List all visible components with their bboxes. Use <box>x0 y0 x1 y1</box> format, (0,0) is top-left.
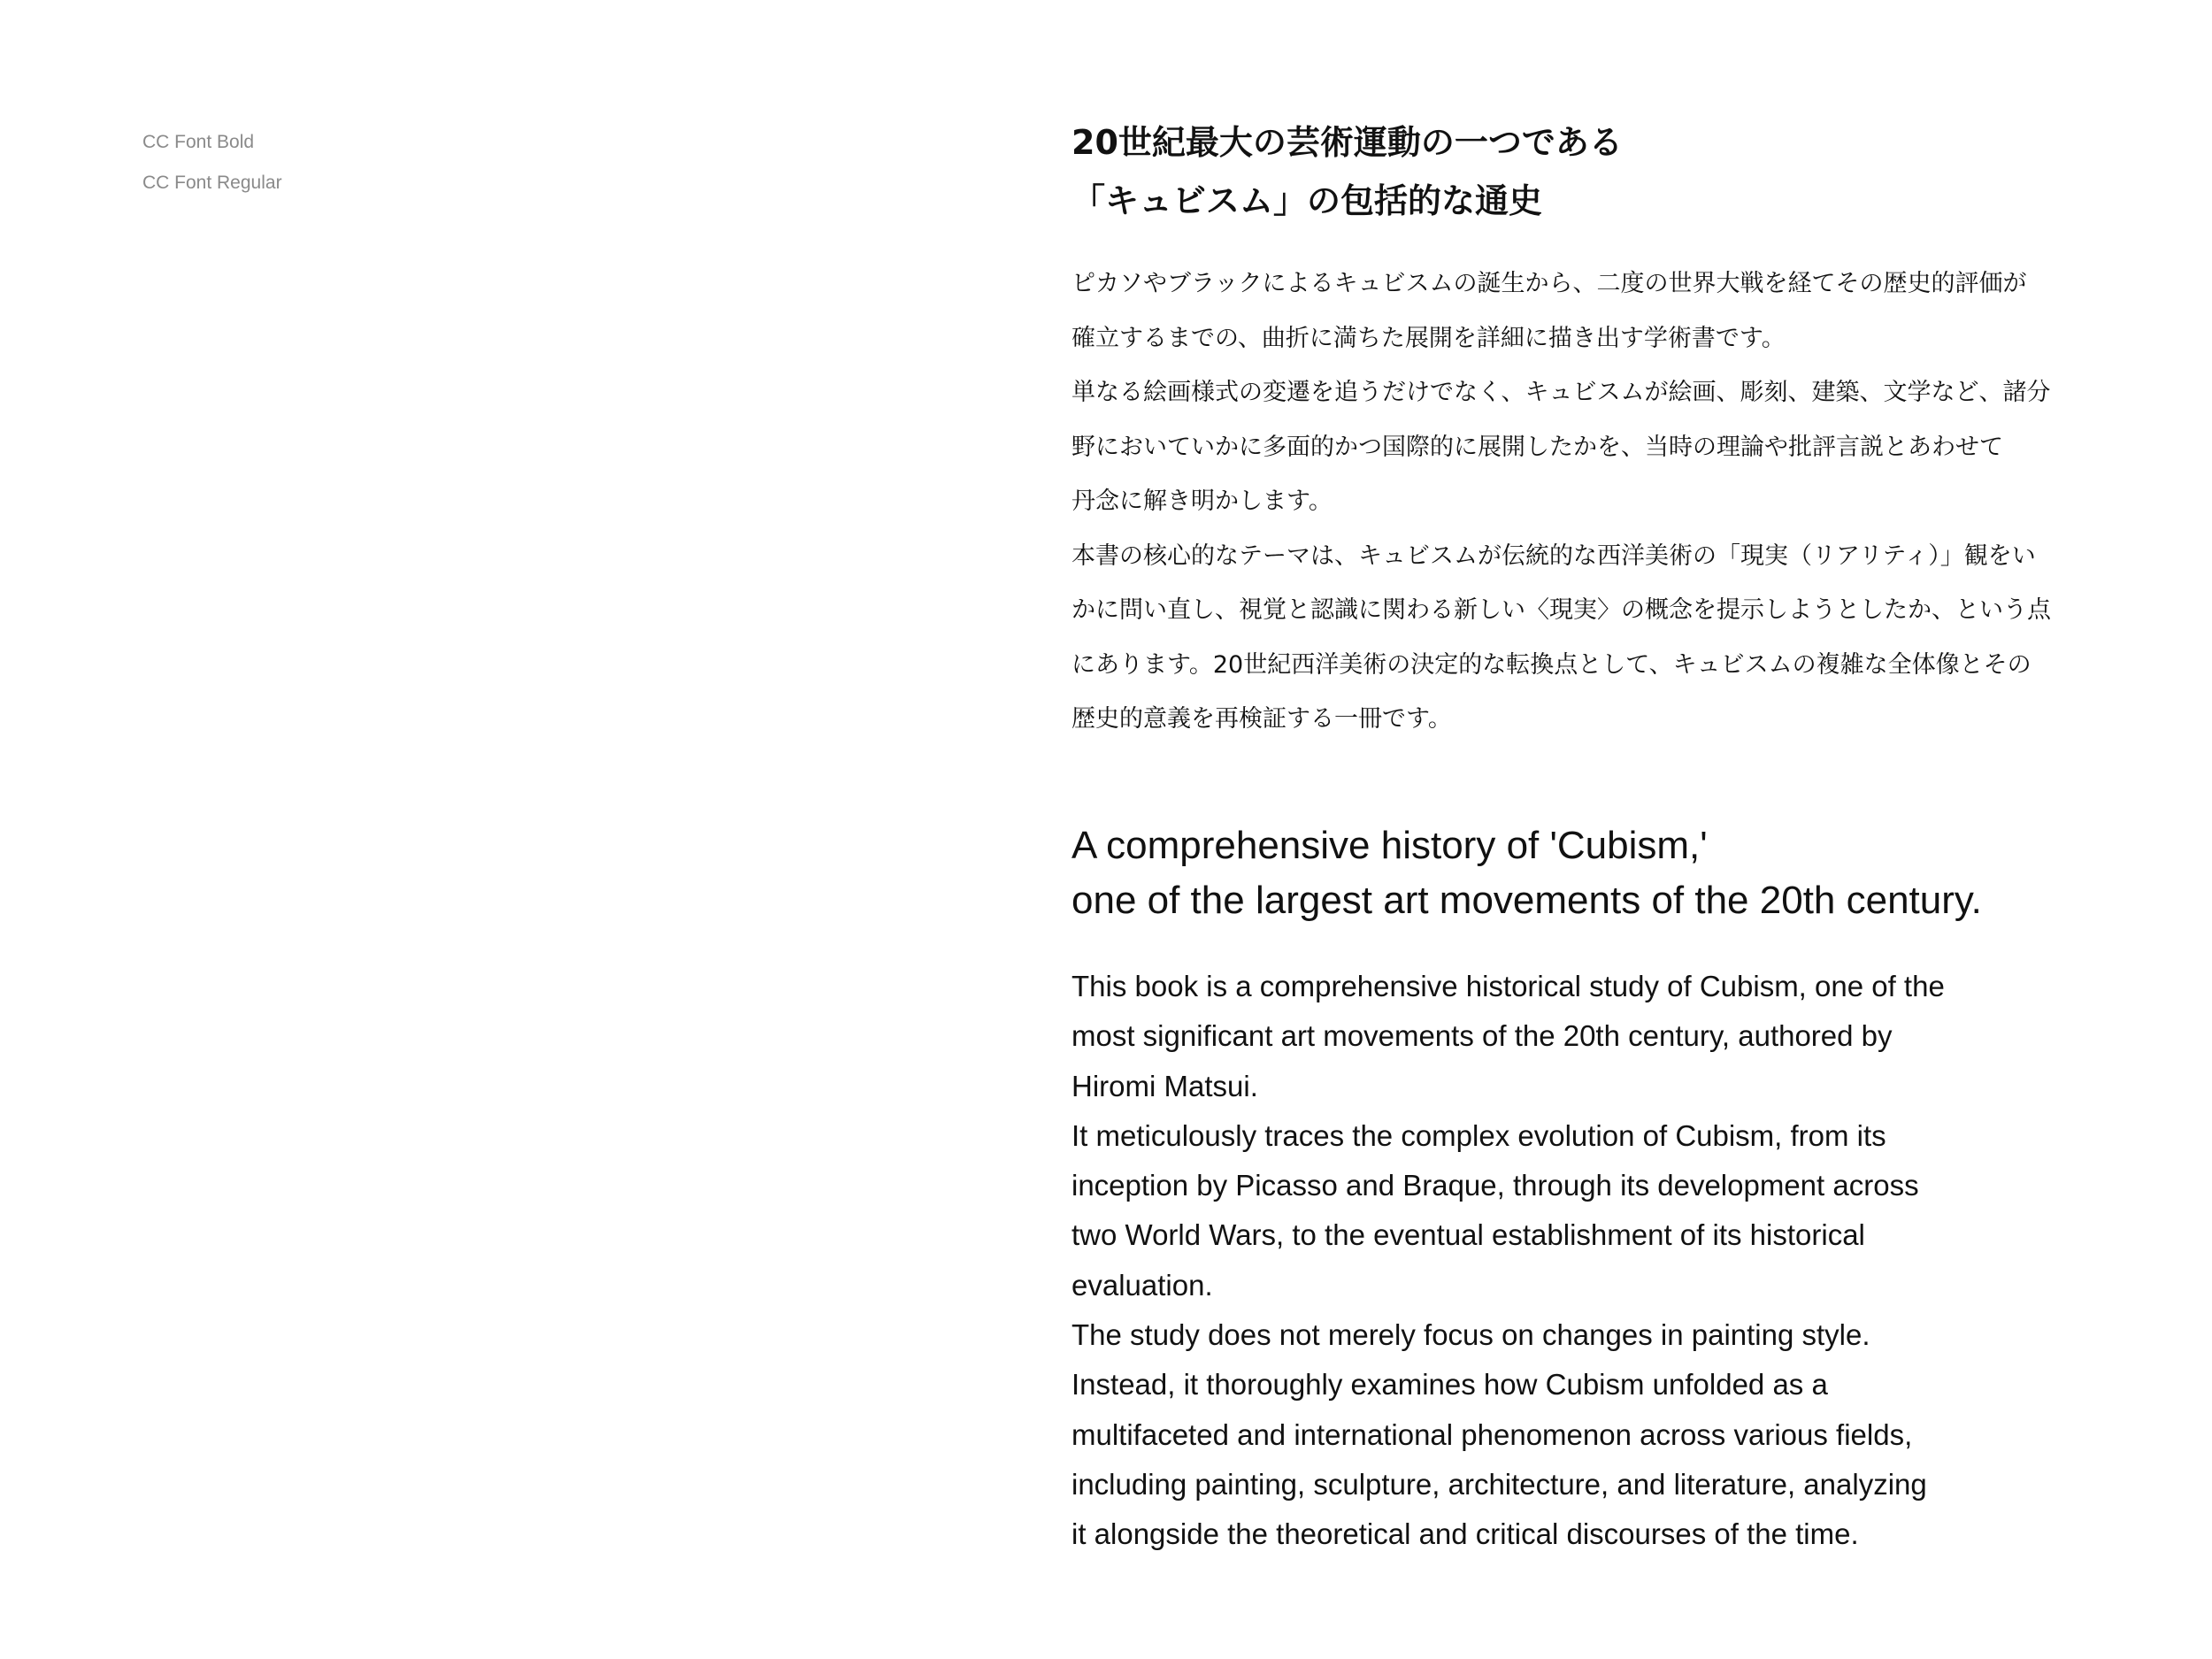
english-body-line: The study does not merely focus on changes in painting style. <box>1071 1318 1870 1352</box>
japanese-body-line: ピカソやブラックによるキュビスムの誕生から、二度の世界大戦を経てその歴史的評価が <box>1071 270 2027 297</box>
japanese-body-line: 丹念に解き明かします。 <box>1071 488 1333 515</box>
japanese-body-line: 確立するまでの、曲折に満ちた展開を詳細に描き出す学術書です。 <box>1071 324 1786 352</box>
japanese-body-line: かに問い直し、視覚と認識に関わる新しい〈現実〉の概念を提示しようとしたか、という点 <box>1071 596 2051 624</box>
english-body-line: It meticulously traces the complex evolution of Cubism, from its <box>1071 1118 1886 1152</box>
english-body-line: evaluation. <box>1071 1268 1213 1302</box>
english-title-line: one of the largest art movements of the 20th century. <box>1071 879 1982 922</box>
english-body-line: multifaceted and international phenomenon across various fields, <box>1071 1417 1913 1451</box>
english-body-line: it alongside the theoretical and critical discourses of the time. <box>1071 1517 1859 1551</box>
japanese-title-line: 20世紀最大の芸術運動の一つである <box>1071 123 1623 162</box>
japanese-title <box>1071 113 1623 230</box>
japanese-body-line: 本書の核心的なテーマは、キュビスムが伝統的な西洋美術の「現実（リアリティ）」観をい <box>1071 541 2036 570</box>
english-body <box>1071 962 1945 1560</box>
japanese-body-line: 野においていかに多面的かつ国際的に展開したかを、当時の理論や批評言説とあわせて <box>1071 433 2003 461</box>
english-body-line: Hiromi Matsui. <box>1071 1069 1258 1102</box>
japanese-body-line: 歴史的意義を再検証する一冊です。 <box>1071 705 1452 733</box>
english-body-line: two World Wars, to the eventual establishment of its historical <box>1071 1218 1865 1252</box>
english-body-line: including painting, sculpture, architecture, and literature, analyzing <box>1071 1467 1927 1501</box>
japanese-title-line: 「キュビスム」の包括的な通史 <box>1071 181 1543 220</box>
english-body-line: This book is a comprehensive historical study of Cubism, one of the <box>1071 970 1945 1002</box>
english-body-line: inception by Picasso and Braque, through its development across <box>1071 1169 1919 1202</box>
english-body-line: most significant art movements of the 20th century, authored by <box>1071 1019 1893 1053</box>
font-legend <box>142 122 282 204</box>
english-title-line: A comprehensive history of 'Cubism,' <box>1071 824 1708 867</box>
japanese-body <box>1071 257 2051 747</box>
japanese-body-line: 単なる絵画様式の変遷を追うだけでなく、キュビスムが絵画、彫刻、建築、文学など、諸分 <box>1071 379 2051 406</box>
font-label-regular: CC Font Regular <box>142 173 282 193</box>
english-body-line: Instead, it thoroughly examines how Cubism unfolded as a <box>1071 1368 1828 1402</box>
english-title <box>1071 818 1982 928</box>
font-label-bold: CC Font Bold <box>142 132 255 152</box>
japanese-body-line: にあります。20世紀西洋美術の決定的な転換点として、キュビスムの複雑な全体像とその <box>1071 650 2032 679</box>
